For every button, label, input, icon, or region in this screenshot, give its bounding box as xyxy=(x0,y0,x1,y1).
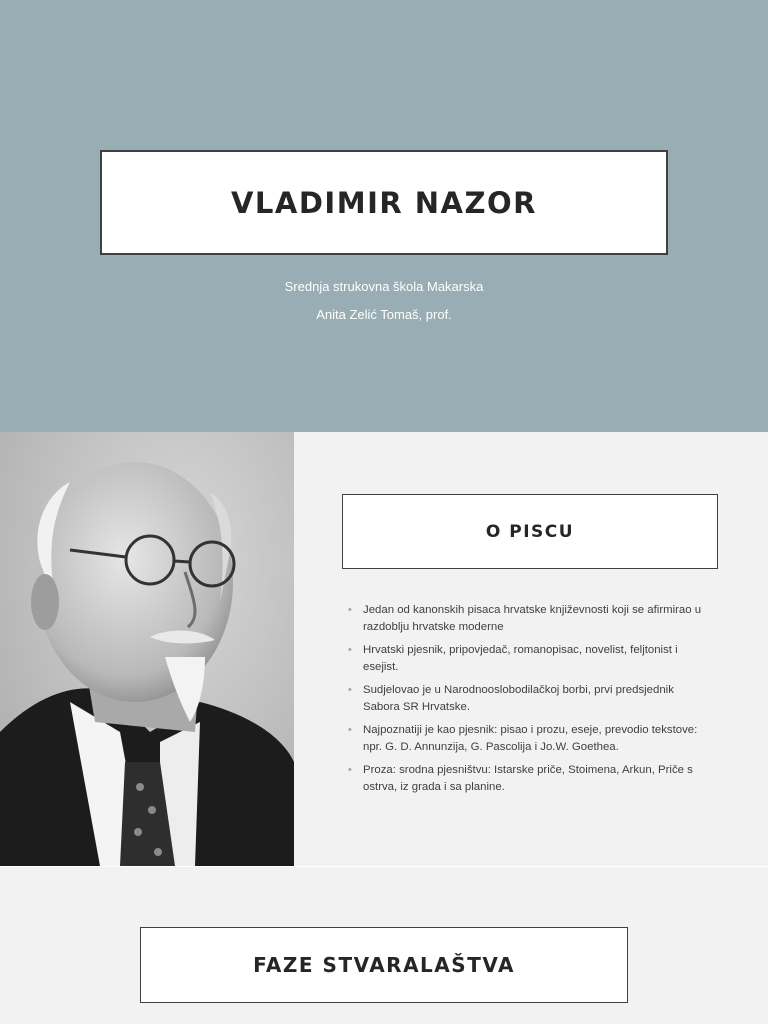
bullet-icon: • xyxy=(348,644,352,656)
subtitle-school: Srednja strukovna škola Makarska xyxy=(284,279,484,294)
list-item-text: Najpoznatiji je kao pjesnik: pisao i prozu, eseje, prevodio tekstove: npr. G. D. Annunzija, G. Pascolija i Jo.W. Goethea. xyxy=(363,724,698,753)
author-portrait-photo xyxy=(0,432,294,866)
subtitle-author: Anita Zelić Tomaš, prof. xyxy=(316,307,452,322)
title-box xyxy=(100,150,668,255)
list-item xyxy=(348,722,708,756)
phases-slide xyxy=(0,866,768,1024)
list-item xyxy=(348,682,708,716)
section-title-o-piscu: O PISCU xyxy=(485,521,575,542)
title-slide xyxy=(0,0,768,432)
list-item-text: Proza: srodna pjesništvu: Istarske priče, Stoimena, Arkun, Priče s ostrva, iz grada i sa planine. xyxy=(363,764,693,793)
list-item-text: Sudjelovao je u Narodnooslobodilačkoj borbi, prvi predsjednik Sabora SR Hrvatske. xyxy=(363,684,674,713)
presentation-title: VLADIMIR NAZOR xyxy=(230,185,538,220)
author-bullet-list xyxy=(348,602,708,802)
section-title-faze: FAZE STVARALAŠTVA xyxy=(253,953,515,977)
list-item-text: Hrvatski pjesnik, pripovjedač, romanopisac, novelist, feljtonist i esejist. xyxy=(363,644,678,673)
list-item-text: Jedan od kanonskih pisaca hrvatske književnosti koji se afirmirao u razdoblju hrvatske moderne xyxy=(363,604,702,633)
bullet-icon: • xyxy=(348,604,352,616)
portrait-illustration xyxy=(0,432,294,866)
about-author-slide xyxy=(0,432,768,866)
bullet-icon: • xyxy=(348,684,352,696)
section-title-box xyxy=(342,494,718,569)
phase-title-box xyxy=(140,927,628,1003)
bullet-icon: • xyxy=(348,724,352,736)
bullet-icon: • xyxy=(348,764,352,776)
list-item xyxy=(348,602,708,636)
list-item xyxy=(348,642,708,676)
list-item xyxy=(348,762,708,796)
